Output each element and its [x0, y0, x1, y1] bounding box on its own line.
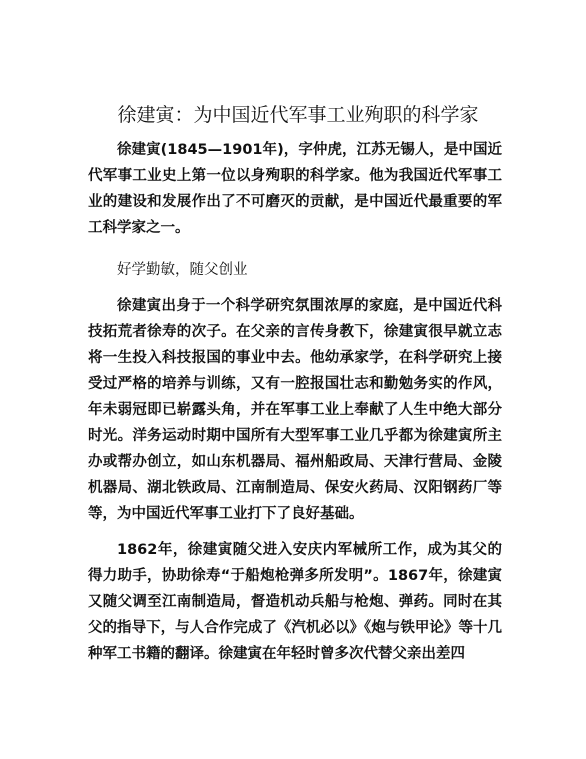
- page-title: 徐建寅：为中国近代军事工业殉职的科学家: [117, 104, 479, 126]
- paragraph-spacer: [88, 241, 502, 251]
- body-paragraph-1: 徐建寅出身于一个科学研究氛围浓厚的家庭，是中国近代科技拓荒者徐寿的次子。在父亲的言传身教下，徐建寅很早就立志将一生投入科技报国的事业中去。他幼承家学，在科学研究上接受过严格的培养与训练，又有一腔报国壮志和勤勉务实的作风，年未弱冠即已崭露头角，并在军事工业上奉献了人生中绝大部分时光。洋务运动时期中国所有大型军事工业几乎都为徐建寅所主办或帮办创立，如山东机器局、福州船政局、天津行营局、金陵机器局、湖北铁政局、江南制造局、保安火药局、汉阳钢药厂等等，为中国近代军事工业打下了良好基础。: [88, 298, 502, 522]
- intro-paragraph: 徐建寅(1845—1901年)，字仲虎，江苏无锡人，是中国近代军事工业史上第一位以身殉职的科学家。他为我国近代军事工业的建设和发展作出了不可磨灭的贡献，是中国近代最重要的军工科学家之一。: [88, 142, 502, 236]
- document-body: [88, 137, 502, 667]
- paragraph-spacer: [88, 527, 502, 537]
- section-heading: 好学勤敏，随父创业: [117, 262, 248, 278]
- body-paragraph-2: 1862年，徐建寅随父进入安庆内军械所工作，成为其父的得力助手，协助徐寿“于船炮枪弹多所发明”。1867年，徐建寅又随父调至江南制造局，督造机动兵船与枪炮、弹药。同时在其父的指导下，与人合作完成了《汽机必以》《炮与铁甲论》等十几种军工书籍的翻译。徐建寅在年轻时曾多次代替父亲出差四: [88, 542, 502, 662]
